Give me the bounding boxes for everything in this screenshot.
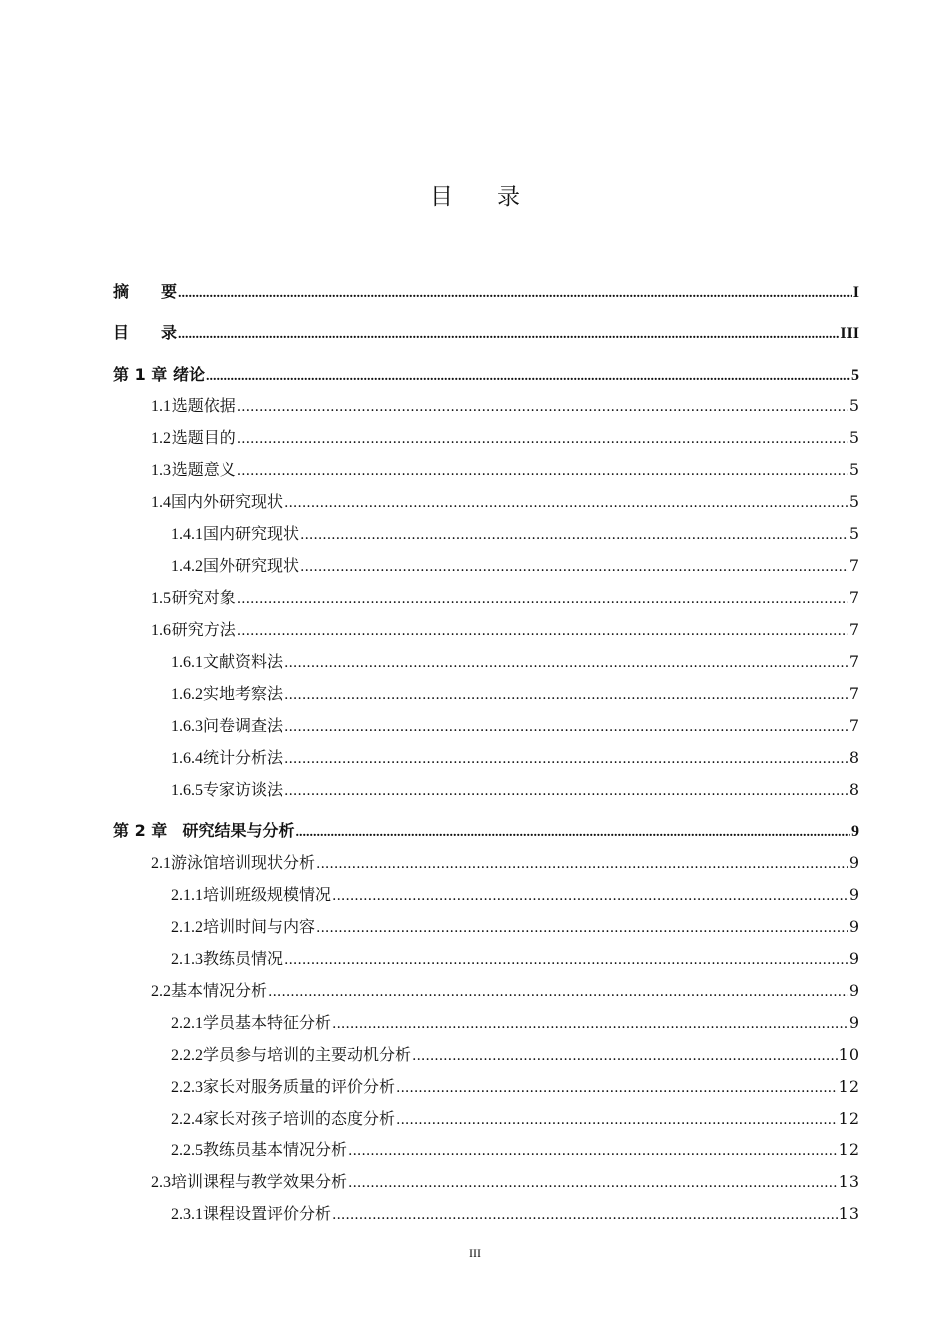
toc-page-number: 9 bbox=[848, 917, 859, 936]
toc-section-number: 2.3 bbox=[151, 1174, 171, 1191]
toc-subsection-number: 2.2.4 bbox=[171, 1111, 203, 1128]
toc-entry-1-6-3[interactable] bbox=[171, 715, 859, 737]
toc-subsection-number: 2.2.5 bbox=[171, 1142, 203, 1159]
toc-entry-1-4-1[interactable] bbox=[171, 523, 859, 545]
toc-subsection-number: 2.1.1 bbox=[171, 887, 203, 904]
toc-leader bbox=[206, 366, 850, 388]
toc-section-title: 游泳馆培训现状分析 bbox=[171, 853, 316, 872]
toc-entry-2-3-1[interactable] bbox=[171, 1203, 859, 1225]
toc-page-number: 9 bbox=[848, 981, 859, 1000]
toc-page-number: 5 bbox=[848, 524, 859, 543]
toc-page-number: 5 bbox=[848, 428, 859, 447]
toc-chapter-title: 绪论 bbox=[172, 365, 205, 384]
toc-page-number: 5 bbox=[851, 367, 859, 384]
toc-leader bbox=[268, 981, 848, 1003]
toc-section-title: 研究方法 bbox=[171, 620, 236, 639]
toc-section-number: 1.6 bbox=[151, 622, 171, 639]
toc-page-number: 12 bbox=[838, 1109, 859, 1128]
toc-title-a: 摘 bbox=[113, 282, 130, 301]
title-char-2: 录 bbox=[497, 184, 520, 210]
toc-entry-chapter-1[interactable] bbox=[113, 364, 859, 386]
toc-entry-abstract[interactable] bbox=[113, 281, 859, 303]
toc-subsection-title: 问卷调查法 bbox=[203, 716, 284, 735]
toc-entry-1-1[interactable] bbox=[151, 395, 859, 417]
toc-subsection-number: 2.2.1 bbox=[171, 1015, 203, 1032]
toc-leader bbox=[332, 1013, 848, 1035]
toc-leader bbox=[284, 949, 848, 971]
toc-entry-2-2-4[interactable] bbox=[171, 1108, 859, 1130]
toc-subsection-number: 2.3.1 bbox=[171, 1206, 203, 1223]
toc-section-number: 2.2 bbox=[151, 983, 171, 1000]
toc-page-number: 7 bbox=[848, 652, 859, 671]
toc-subsection-title: 培训时间与内容 bbox=[203, 917, 316, 936]
toc-subsection-title: 专家访谈法 bbox=[203, 780, 284, 799]
toc-subsection-title: 课程设置评价分析 bbox=[203, 1204, 332, 1223]
toc-entry-1-3[interactable] bbox=[151, 459, 859, 481]
page-footer-number: III bbox=[469, 1246, 481, 1260]
toc-entry-2-2[interactable] bbox=[151, 980, 859, 1002]
toc-entry-2-3[interactable] bbox=[151, 1171, 859, 1193]
toc-entry-contents[interactable] bbox=[113, 322, 859, 344]
toc-page-number: 7 bbox=[848, 556, 859, 575]
toc-entry-1-2[interactable] bbox=[151, 427, 859, 449]
toc-page-number: 5 bbox=[848, 492, 859, 511]
toc-section-title: 研究对象 bbox=[171, 588, 236, 607]
toc-leader bbox=[237, 428, 848, 450]
toc-subsection-number: 2.1.2 bbox=[171, 919, 203, 936]
toc-leader bbox=[348, 1140, 838, 1162]
toc-entry-2-2-1[interactable] bbox=[171, 1012, 859, 1034]
toc-subsection-number: 1.6.5 bbox=[171, 782, 203, 799]
toc-page-number: 7 bbox=[848, 716, 859, 735]
toc-entry-2-1-2[interactable] bbox=[171, 916, 859, 938]
toc-subsection-title: 教练员情况 bbox=[203, 949, 284, 968]
toc-page-number: 9 bbox=[848, 853, 859, 872]
toc-leader bbox=[284, 684, 848, 706]
toc-page-number: 10 bbox=[838, 1045, 859, 1064]
toc-chapter-number: 第 1 章 bbox=[113, 365, 168, 384]
toc-entry-2-1[interactable] bbox=[151, 852, 859, 874]
toc-leader bbox=[295, 822, 850, 844]
toc-chapter-title: 研究结果与分析 bbox=[182, 821, 295, 840]
toc-chapter-number: 第 2 章 bbox=[113, 821, 168, 840]
toc-leader bbox=[237, 396, 848, 418]
toc-leader bbox=[284, 748, 848, 770]
toc-leader bbox=[178, 283, 852, 305]
toc-entry-1-6[interactable] bbox=[151, 619, 859, 641]
toc-section-title: 基本情况分析 bbox=[171, 981, 268, 1000]
toc-section-number: 1.4 bbox=[151, 494, 171, 511]
toc-entry-chapter-2[interactable] bbox=[113, 820, 859, 842]
title-char-1: 目 bbox=[430, 184, 453, 210]
toc-page-number: 9 bbox=[848, 949, 859, 968]
toc-leader bbox=[237, 460, 848, 482]
toc-subsection-number: 2.2.2 bbox=[171, 1047, 203, 1064]
toc-entry-1-6-4[interactable] bbox=[171, 747, 859, 769]
toc-leader bbox=[348, 1172, 838, 1194]
toc-leader bbox=[237, 620, 848, 642]
toc-entry-1-6-5[interactable] bbox=[171, 779, 859, 801]
toc-entry-1-6-2[interactable] bbox=[171, 683, 859, 705]
toc-subsection-number: 1.6.1 bbox=[171, 654, 203, 671]
toc-subsection-number: 2.2.3 bbox=[171, 1079, 203, 1096]
toc-page-number: 13 bbox=[838, 1172, 859, 1191]
toc-leader bbox=[332, 885, 848, 907]
toc-entry-2-2-3[interactable] bbox=[171, 1076, 859, 1098]
toc-section-title: 国内外研究现状 bbox=[171, 492, 284, 511]
toc-page-number: 9 bbox=[848, 885, 859, 904]
page-title bbox=[0, 178, 950, 211]
toc-section-number: 1.3 bbox=[151, 462, 171, 479]
toc-page-number: I bbox=[852, 284, 859, 301]
toc-page-number: 5 bbox=[848, 460, 859, 479]
toc-section-number: 1.1 bbox=[151, 398, 171, 415]
toc-subsection-title: 学员基本特征分析 bbox=[203, 1013, 332, 1032]
toc-entry-2-1-1[interactable] bbox=[171, 884, 859, 906]
toc-leader bbox=[237, 588, 848, 610]
toc-subsection-title: 培训班级规模情况 bbox=[203, 885, 332, 904]
toc-leader bbox=[284, 780, 848, 802]
toc-entry-1-4-2[interactable] bbox=[171, 555, 859, 577]
toc-section-number: 2.1 bbox=[151, 855, 171, 872]
toc-title-b: 录 bbox=[161, 323, 178, 342]
toc-subsection-number: 1.4.1 bbox=[171, 526, 203, 543]
toc-leader bbox=[316, 917, 848, 939]
toc-section-title: 选题依据 bbox=[171, 396, 236, 415]
toc-section-number: 1.2 bbox=[151, 430, 171, 447]
toc-entry-2-1-3[interactable] bbox=[171, 948, 859, 970]
toc-section-title: 选题意义 bbox=[171, 460, 236, 479]
toc-entry-1-5[interactable] bbox=[151, 587, 859, 609]
toc-page-number: 9 bbox=[851, 823, 859, 840]
toc-title-a: 目 bbox=[113, 323, 130, 342]
toc-section-title: 选题目的 bbox=[171, 428, 236, 447]
toc-entry-2-2-5[interactable] bbox=[171, 1139, 859, 1161]
toc-page-number: 13 bbox=[838, 1204, 859, 1223]
toc-subsection-title: 家长对孩子培训的态度分析 bbox=[203, 1109, 396, 1128]
toc-section-title: 培训课程与教学效果分析 bbox=[171, 1172, 348, 1191]
toc-page-number: III bbox=[840, 325, 859, 342]
toc-page-number: 8 bbox=[848, 780, 859, 799]
toc-leader bbox=[284, 652, 848, 674]
toc-page-number: 9 bbox=[848, 1013, 859, 1032]
toc-title-b: 要 bbox=[161, 282, 178, 301]
toc-leader bbox=[284, 716, 848, 738]
toc-leader bbox=[396, 1109, 838, 1131]
toc-page-number: 5 bbox=[848, 396, 859, 415]
toc-subsection-title: 家长对服务质量的评价分析 bbox=[203, 1077, 396, 1096]
toc-subsection-number: 2.1.3 bbox=[171, 951, 203, 968]
toc-page-number: 8 bbox=[848, 748, 859, 767]
toc-subsection-title: 文献资料法 bbox=[203, 652, 284, 671]
toc-leader bbox=[396, 1077, 838, 1099]
toc-entry-1-6-1[interactable] bbox=[171, 651, 859, 673]
toc-page-number: 7 bbox=[848, 620, 859, 639]
toc-subsection-number: 1.6.4 bbox=[171, 750, 203, 767]
toc-subsection-title: 实地考察法 bbox=[203, 684, 284, 703]
toc-leader bbox=[178, 324, 839, 346]
toc-leader bbox=[300, 524, 848, 546]
toc-page-number: 7 bbox=[848, 684, 859, 703]
toc-leader bbox=[412, 1045, 838, 1067]
toc-entry-1-4[interactable] bbox=[151, 491, 859, 513]
toc-subsection-title: 教练员基本情况分析 bbox=[203, 1140, 348, 1159]
toc-subsection-number: 1.4.2 bbox=[171, 558, 203, 575]
toc-subsection-title: 统计分析法 bbox=[203, 748, 284, 767]
toc-entry-2-2-2[interactable] bbox=[171, 1044, 859, 1066]
toc-page-number: 12 bbox=[838, 1077, 859, 1096]
toc-leader bbox=[300, 556, 848, 578]
toc-leader bbox=[332, 1204, 838, 1226]
toc-page-number: 12 bbox=[838, 1140, 859, 1159]
toc-section-number: 1.5 bbox=[151, 590, 171, 607]
toc-leader bbox=[284, 492, 848, 514]
toc-subsection-title: 国内研究现状 bbox=[203, 524, 300, 543]
toc-subsection-number: 1.6.3 bbox=[171, 718, 203, 735]
toc-subsection-number: 1.6.2 bbox=[171, 686, 203, 703]
toc-leader bbox=[316, 853, 848, 875]
toc-subsection-title: 国外研究现状 bbox=[203, 556, 300, 575]
toc-page-number: 7 bbox=[848, 588, 859, 607]
toc-subsection-title: 学员参与培训的主要动机分析 bbox=[203, 1045, 412, 1064]
